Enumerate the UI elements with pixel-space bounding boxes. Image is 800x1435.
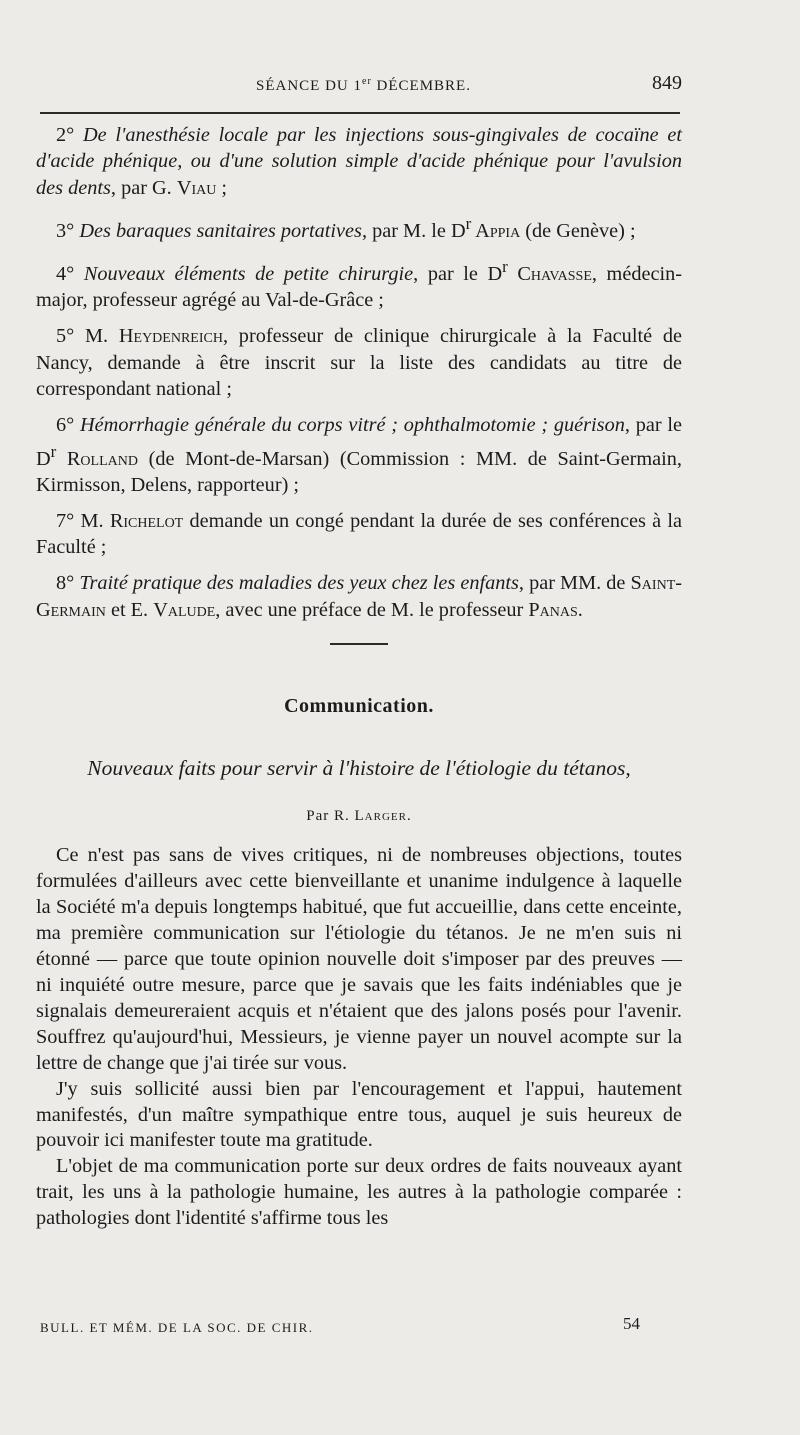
list-item: 3° Des baraques sanitaires portatives, par M. le $D^r$ Appia (de Genève) ; (56, 213, 636, 242)
list-item: 2° De l'anesthésie locale par les injections sous-gingivales de cocaïne et d'acide phénique, ou d'une solution simple d'acide phénique pour l'avulsion des dents, par G. Viau ; (36, 124, 683, 199)
list-item: 5° M. Heydenreich, professeur de clinique chirurgicale à la Faculté de Nancy, demande à être inscrit sur la liste des candidats au titre de correspondant national ; (36, 325, 682, 400)
running-header (36, 72, 682, 100)
list-item: 4° Nouveaux éléments de petite chirurgie, par le $D^r$ Chavasse, médecin-major, professeur agrégé au Val-de-Grâce ; (36, 256, 682, 312)
article-title: Nouveaux faits pour servir à l'histoire de l'étiologie du tétanos, (87, 755, 631, 780)
journal-title: BULL. ET MÉM. DE LA SOC. DE CHIR. (40, 1320, 314, 1335)
page-footer (40, 1314, 640, 1338)
signature-mark: 54 (623, 1314, 640, 1333)
list-item: 6° Hémorrhagie générale du corps vitré ; ophthalmotomie ; guérison, par le $D^r$ Rolland (de Mont-de-Marsan) (Commission : MM. de Saint-Germain, Kirmisson, Delens, rapporteur) ; (36, 414, 682, 496)
byline: Par R. Larger. (306, 808, 412, 825)
running-title: SÉANCE DU 1er DÉCEMBRE. (256, 76, 471, 94)
page-body (36, 122, 682, 1232)
header-rule (40, 112, 680, 114)
paragraph: L'objet de ma communication porte sur deux ordres de faits nouveaux ayant trait, les uns à la pathologie humaine, les autres à la pathologie comparée : pathologies dont l'identité s'affirme tous les (36, 1155, 682, 1230)
paragraph: J'y suis sollicité aussi bien par l'encouragement et l'appui, hautement manifestés, d'un maître sympathique entre tous, auquel je suis heureux de pouvoir ici manifester toute ma gratitude. (36, 1077, 682, 1152)
list-item: 8° Traité pratique des maladies des yeux chez les enfants, par MM. de Saint-Germain et E. Valude, avec une préface de M. le professeur Panas. (36, 572, 682, 621)
list-item: 7° M. Richelot demande un congé pendant la durée de ses conférences à la Faculté ; (36, 509, 682, 559)
page-number: 849 (652, 72, 682, 94)
section-title: Communication. (284, 694, 434, 717)
section-divider (330, 643, 388, 645)
paragraph: Ce n'est pas sans de vives critiques, ni de nombreuses objections, toutes formulées d'ailleurs avec cette bienveillante et unanime indulgence à laquelle la Société m'a depuis longtemps habitué, que fut accueillie, dans cette enceinte, ma première communication sur l'étiologie du tétanos. Je ne m'en suis ni étonné — parce que toute opinion nouvelle doit s'imposer par des preuves — ni inquiété outre mesure, parce que je savais que les faits indéniables que je signalais demeureraient acquis et n'étaient que des jalons posés pour l'avenir. Souffrez qu'aujourd'hui, Messieurs, je vienne payer un nouvel acompte sur la lettre de change que j'ai tirée sur vous. (36, 844, 682, 1074)
